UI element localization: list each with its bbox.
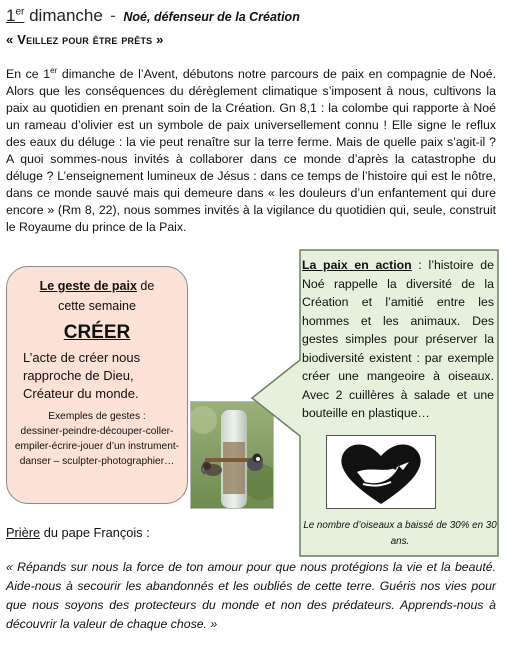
title-sup: er <box>15 6 25 18</box>
geste-verb: CRÉER <box>63 322 131 343</box>
geste-de-paix-box <box>6 266 188 504</box>
action-heading: La paix en action <box>302 258 412 272</box>
motto: « Veillez pour être prêts » <box>6 32 164 47</box>
paix-en-action-callout <box>250 248 502 560</box>
title-sunday <box>6 6 103 25</box>
geste-heading <box>7 277 187 295</box>
heart-bird-logo <box>326 435 436 509</box>
intro-start: En ce 1 <box>6 67 51 82</box>
action-text <box>302 256 494 423</box>
title-number: 1 <box>6 6 16 25</box>
page-header <box>6 6 500 26</box>
geste-week: cette semaine <box>58 299 136 313</box>
title-theme: Noé, défenseur de la Création <box>123 10 300 24</box>
geste-heading-rest: de <box>136 279 155 293</box>
prayer-label-underlined: Prière <box>6 525 41 540</box>
title-dash: - <box>110 6 116 25</box>
geste-examples-title: Exemples de gestes : <box>48 411 146 422</box>
intro-sup: er <box>50 66 58 75</box>
prayer-label <box>6 525 150 540</box>
geste-text: L’acte de créer nous rapproche de Dieu, Créateur du monde. <box>23 350 141 401</box>
intro-text: dimanche de l’Avent, débutons notre parcours de paix en compagnie de Noé. Alors que les conséquences du dérèglement climatique s’imposent à nous, cultivons la paix au quotidien en prenant soin de la Création. Gn 8,1 : la colombe qui rapporte à Noé un rameau d’olivier est un symbole de paix universellement connu ! Elle signe le reflux des eaux du déluge : la vie peut renaître sur la terre ferme. Mais de quelle paix s’agit-il ? A quoi sommes-nous invités à collaborer dans ce monde d’après la catastrophe du déluge ? L’enseignement lumineux de Jésus : dans ce temps de l’histoire qui est le nôtre, dans ce monde sauvé mais qui demeure dans « les douleurs d’un enfantement qui dure encore » (Rm 8, 22), nous sommes invités à la vigilance du quotidien qui, seule, construit le Royaume du prince de la Paix. <box>6 67 497 235</box>
intro-paragraph <box>6 62 496 236</box>
prayer-label-rest: du pape François : <box>40 525 150 540</box>
geste-examples: dessiner-peindre-découper-coller-empiler-écrire-jouer d’un instrument-danser – sculpter-photographier… <box>14 426 180 467</box>
prayer-text: « Répands sur nous la force de ton amour pour que nous protégions la vie et la beauté. Aide-nous à secourir les abandonnés et les oubliés de cette terre. Guéris nos vies pour que nous soyons des protecteurs du monde et non des prédateurs. Apprends-nous à découvrir la valeur de chaque chose. » <box>6 560 496 631</box>
geste-heading-underlined: Le geste de paix <box>39 279 137 293</box>
bird-decline-caption: Le nombre d’oiseaux a baissé de 30% en 30 ans. <box>303 520 497 547</box>
action-body: : l’histoire de Noé rappelle la diversité de la Création et l’amitié entre les hommes et les animaux. Des gestes simples pour préserver la biodiversité existent : par exemple créer une mangeoire à oiseaux. Avec 2 cuillères à salade et une bouteille en plastique… <box>302 258 494 420</box>
title-word: dimanche <box>24 6 103 25</box>
